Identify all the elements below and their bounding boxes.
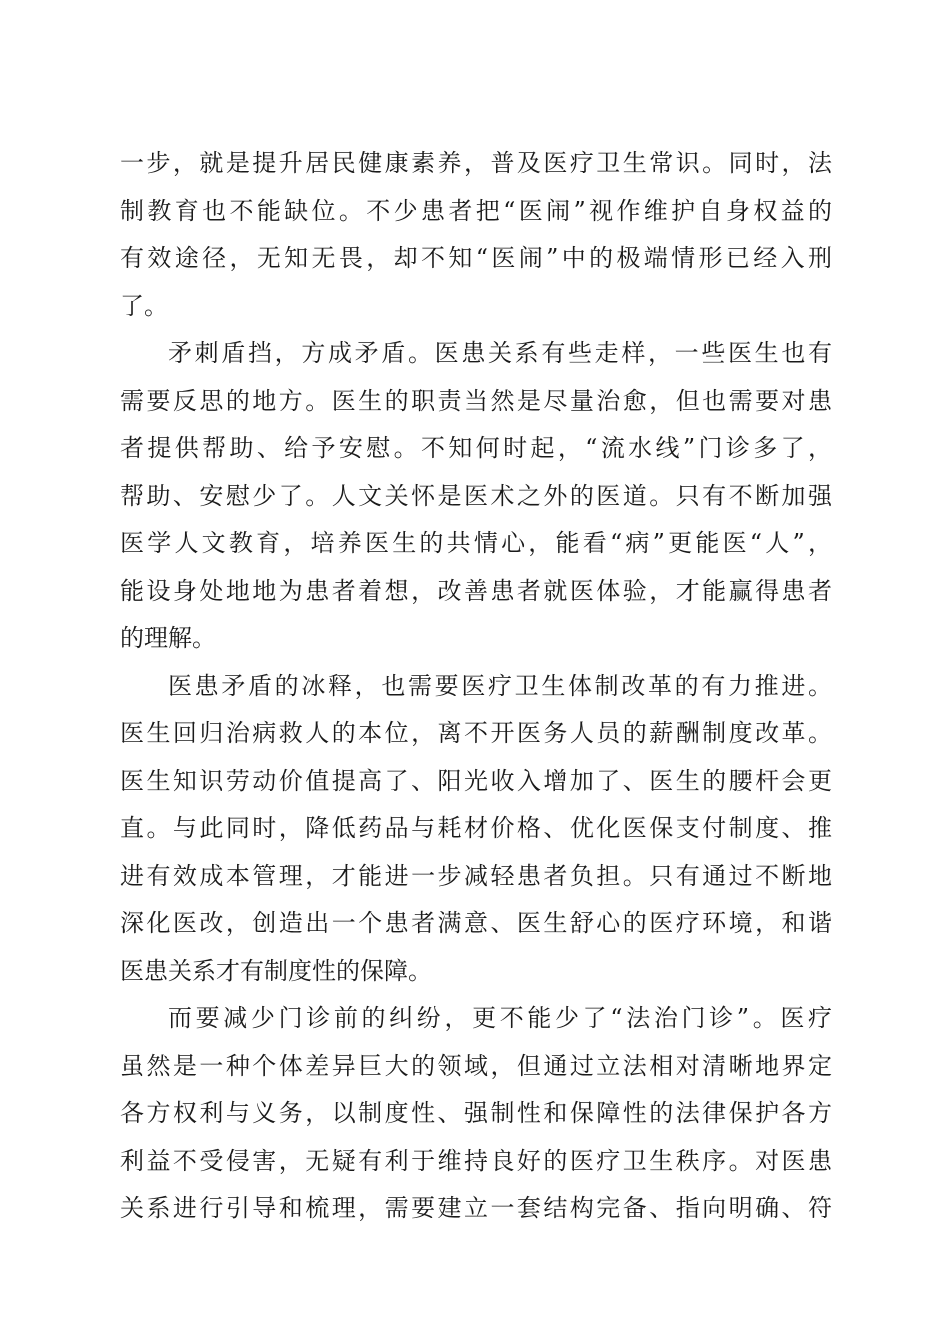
text-line: 帮助、安慰少了。人文关怀是医术之外的医道。只有不断加强 [120,481,832,510]
text-line: 深化医改，创造出一个患者满意、医生舒心的医疗环境，和谐 [120,909,832,937]
paragraph [120,140,832,330]
text-line: 各方权利与义务，以制度性、强制性和保障性的法律保护各方 [120,1099,832,1127]
text-line: 医学人文教育，培养医生的共情心，能看“病”更能医“人”， [120,529,832,557]
text-line: 能设身处地地为患者着想，改善患者就医体验，才能赢得患者 [120,576,832,605]
text-line: 有效途径，无知无畏，却不知“医闹”中的极端情形已经入刑 [120,244,832,272]
text-line: 者提供帮助、给予安慰。不知何时起，“流水线”门诊多了， [120,434,832,462]
text-line: 关系进行引导和梳理，需要建立一套结构完备、指向明确、符 [120,1194,832,1222]
text-line: 而要减少门诊前的纠纷，更不能少了“法治门诊”。医疗 [168,1004,832,1032]
paragraph [120,995,832,1233]
text-line: 进有效成本管理，才能进一步减轻患者负担。只有通过不断地 [120,861,832,890]
text-line: 利益不受侵害，无疑有利于维持良好的医疗卫生秩序。对医患 [120,1146,832,1175]
text-line: 矛刺盾挡，方成矛盾。医患关系有些走样，一些医生也有 [168,339,832,367]
text-line: 需要反思的地方。医生的职责当然是尽量治愈，但也需要对患 [120,386,832,415]
text-line: 虽然是一种个体差异巨大的领域，但通过立法相对清晰地界定 [120,1051,832,1080]
paragraph [120,330,832,663]
text-line: 医生回归治病救人的本位，离不开医务人员的薪酬制度改革。 [120,719,832,747]
text-line: 了。 [120,291,168,320]
text-line: 医患关系才有制度性的保障。 [120,956,432,985]
text-line: 的理解。 [120,624,216,652]
body-text [120,140,832,1233]
paragraph [120,663,832,996]
text-line: 一步，就是提升居民健康素养，普及医疗卫生常识。同时，法 [120,149,832,177]
text-line: 制教育也不能缺位。不少患者把“医闹”视作维护自身权益的 [120,196,832,225]
text-line: 医生知识劳动价值提高了、阳光收入增加了、医生的腰杆会更 [120,766,832,795]
text-line: 直。与此同时，降低药品与耗材价格、优化医保支付制度、推 [120,814,832,842]
text-line: 医患矛盾的冰释，也需要医疗卫生体制改革的有力推进。 [168,671,832,700]
